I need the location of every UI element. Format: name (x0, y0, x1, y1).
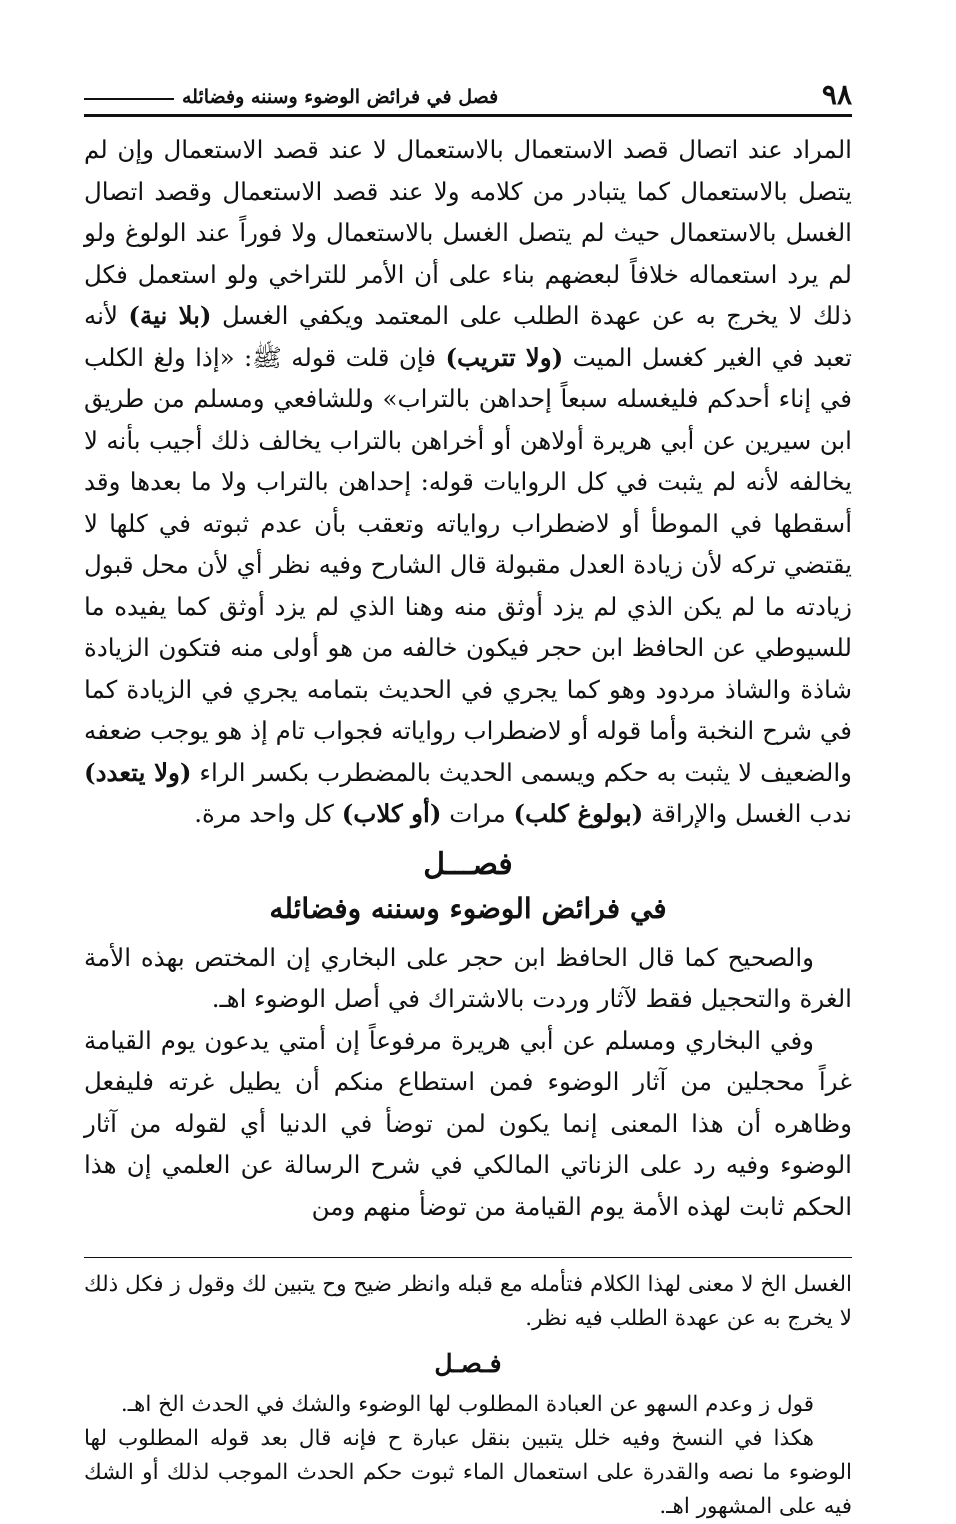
running-title: فصل في فرائض الوضوء وسننه وفضائله (182, 86, 499, 108)
paragraph-2: والصحيح كما قال الحافظ ابن حجر على البخاري إن المختص بهذه الأمة الغرة والتحجيل فقط لآثار وردت بالاشتراك في أصل الوضوء اهـ. (84, 942, 852, 1013)
page-number: ٩٨ (821, 78, 852, 111)
footnote-section-heading: فـصـل (434, 1349, 502, 1378)
header-rule (84, 98, 174, 100)
text-run: مرات (441, 799, 514, 828)
page-header (84, 78, 852, 117)
book-page (84, 78, 852, 1524)
text-run: المراد عند اتصال قصد الاستعمال بالاستعمال لا عند قصد الاستعمال وإن لم يتصل بالاستعمال كما يتبادر من كلامه ولا عند قصد الاستعمال وقصد اتصال الغسل بالاستعمال حيث لم يتصل الغسل بالاستعمال ولا فوراً عند الولوغ ولو لم يرد استعماله خلافاً لبعضهم بناء على أن الأمر للتراخي ولو استعمل فكل ذلك لا يخرج به عن عهدة الطلب على المعتمد ويكفي الغسل (84, 135, 852, 330)
text-run: ندب الغسل والإراقة (643, 799, 852, 828)
footnote-divider (84, 1257, 852, 1258)
text-run: فإن قلت قوله ﷺ: «إذا ولغ الكلب في إناء أحدكم فليغسله سبعاً إحداهن بالتراب» وللشافعي ومسلم من طريق ابن سيرين عن أبي هريرة أولاهن أو أخراهن بالتراب يخالف ذلك أجيب بأنه لا يخالفه لأنه لم يثبت في كل الروايات قوله: إحداهن بالتراب ولا ما بعدها وقد أسقطها في الموطأ أو لاضطراب رواياته وتعقب بأن عدم ثبوته في كلها لا يقتضي تركه لأن زيادة العدل مقبولة قال الشارح وفيه نظر أي لأن محل قبول زيادته ما لم يكن الذي لم يزد أوثق منه وهنا الذي لم يزد أوثق كما يفيده ما للسيوطي عن الحافظ ابن حجر فيكون خالفه من هو أولى منه فتكون الزيادة شاذة والشاذ مردود وهو كما يجري في الحديث بتمامه يجري في الزيادة كما في شرح النخبة وأما قوله أو لاضطراب رواياته فجواب تام إذ هو يوجب ضعفه والضعيف لا يثبت به حكم ويسمى الحديث بالمضطرب بكسر الراء (84, 342, 852, 787)
paragraph-1 (84, 129, 852, 835)
footnotes (84, 1268, 852, 1524)
main-text (84, 129, 852, 1227)
matn-phrase: (أو كلاب) (341, 799, 442, 828)
footnote-1: الغسل الخ لا معنى لهذا الكلام فتأمله مع قبله وانظر ضيح وح يتبين لك وقول ز فكل ذلك لا يخرج به عن عهدة الطلب فيه نظر. (84, 1272, 852, 1331)
matn-phrase: (ولا يتعدد) (84, 757, 192, 787)
section-subheading: في فرائض الوضوء وسننه وفضائله (269, 891, 667, 925)
matn-phrase: (ولا تتريب) (445, 342, 564, 372)
matn-phrase: (بلا نية) (128, 301, 212, 330)
footnote-2: قول ز وعدم السهو عن العبادة المطلوب لها الوضوء والشك في الحدث الخ اهـ. (120, 1392, 814, 1417)
text-run: لأنه تعبد في الغير كغسل الميت (84, 301, 852, 372)
matn-phrase: (بولوغ كلب) (513, 799, 644, 828)
section-heading: فصـــل (423, 846, 513, 882)
text-run: كل واحد مرة. (194, 799, 342, 828)
footnote-3: هكذا في النسخ وفيه خلل يتبين بنقل عبارة ح فإنه قال بعد قوله المطلوب لها الوضوء ما نصه والقدرة على استعمال الماء ثبوت حكم الحدث الموجب لذلك أو الشك فيه على المشهور اهـ. (84, 1426, 852, 1519)
paragraph-3: وفي البخاري ومسلم عن أبي هريرة مرفوعاً إن أمتي يدعون يوم القيامة غراً محجلين من آثار الوضوء فمن استطاع منكم أن يطيل غرته فليفعل وظاهره أن هذا المعنى إنما يكون لمن توضأ في الدنيا أي لقوله من آثار الوضوء وفيه رد على الزناتي المالكي في شرح الرسالة عن العلمي إن هذا الحكم ثابت لهذه الأمة يوم القيامة من توضأ منهم ومن (84, 1025, 852, 1221)
running-title-block (84, 84, 498, 110)
